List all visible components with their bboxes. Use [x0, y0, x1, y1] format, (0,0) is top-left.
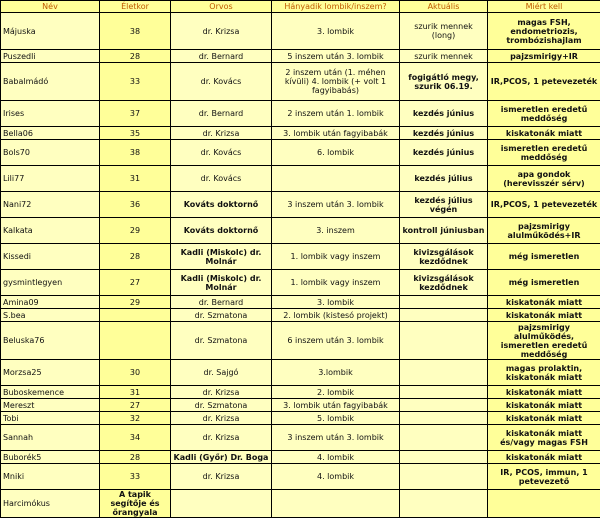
cell-why — [488, 490, 600, 518]
cell-current — [400, 425, 488, 451]
cell-name: Bella06 — [1, 127, 100, 140]
cell-doctor: dr. Szmatona — [171, 399, 272, 412]
cell-age: 29 — [100, 296, 171, 309]
cell-name: Amina09 — [1, 296, 100, 309]
cell-why: kiskatonák miatt — [488, 399, 600, 412]
cell-why: kiskatonák miatt — [488, 127, 600, 140]
cell-current: kezdés június — [400, 127, 488, 140]
cell-name: Harcimókus — [1, 490, 100, 518]
cell-name: Mereszt — [1, 399, 100, 412]
cell-age: 32 — [100, 412, 171, 425]
cell-why: apa gondok (herevisszér sérv) — [488, 166, 600, 192]
header-doctor: Orvos — [171, 1, 272, 13]
cell-why: IR, PCOS, immun, 1 petevezető — [488, 464, 600, 490]
cell-current: kivizsgálások kezdődnek — [400, 270, 488, 296]
cell-doctor: Kováts doktornő — [171, 218, 272, 244]
cell-why: ismeretlen eredetű meddőség — [488, 140, 600, 166]
cell-doctor: Kováts doktornő — [171, 192, 272, 218]
cell-age: 27 — [100, 270, 171, 296]
cell-doctor: Kadli (Miskolc) dr. Molnár — [171, 270, 272, 296]
cell-doctor: dr. Szmatona — [171, 309, 272, 322]
cell-doctor: dr. Krizsa — [171, 386, 272, 399]
cell-current — [400, 296, 488, 309]
cell-age — [100, 309, 171, 322]
cell-round: 3 inszem után 3. lombik — [272, 192, 400, 218]
cell-why: kiskatonák miatt — [488, 386, 600, 399]
cell-why: pajzsmirigy alulműködés+IR — [488, 218, 600, 244]
cell-current — [400, 360, 488, 386]
table-row — [1, 63, 600, 101]
cell-doctor: Kadli (Győr) Dr. Boga — [171, 451, 272, 464]
cell-name: Irises — [1, 101, 100, 127]
cell-doctor: dr. Krizsa — [171, 464, 272, 490]
cell-why: kiskatonák miatt — [488, 296, 600, 309]
cell-name: Mniki — [1, 464, 100, 490]
cell-age: 38 — [100, 140, 171, 166]
cell-doctor: dr. Bernard — [171, 101, 272, 127]
cell-name: Puszedli — [1, 50, 100, 63]
cell-round — [272, 490, 400, 518]
table-row — [1, 386, 600, 399]
cell-age: 28 — [100, 50, 171, 63]
cell-current: kivizsgálások kezdődnek — [400, 244, 488, 270]
cell-name: Buborék5 — [1, 451, 100, 464]
table-row — [1, 218, 600, 244]
header-age: Életkor — [100, 1, 171, 13]
cell-name: Sannah — [1, 425, 100, 451]
cell-why: IR,PCOS, 1 petevezeték — [488, 192, 600, 218]
table-row — [1, 192, 600, 218]
cell-why: pajzsmirigy alulműködés, ismeretlen eredetű meddőség — [488, 322, 600, 360]
cell-doctor: dr. Krizsa — [171, 13, 272, 50]
cell-current: fogigátló megy, szurik 06.19. — [400, 63, 488, 101]
cell-doctor: Kadli (Miskolc) dr. Molnár — [171, 244, 272, 270]
cell-doctor: dr. Kovács — [171, 166, 272, 192]
table-row — [1, 101, 600, 127]
cell-round: 4. lombik — [272, 464, 400, 490]
cell-age — [100, 322, 171, 360]
cell-current — [400, 464, 488, 490]
header-why: Miért kell — [488, 1, 600, 13]
cell-round: 1. lombik vagy inszem — [272, 270, 400, 296]
cell-age: 37 — [100, 101, 171, 127]
header-row — [1, 1, 600, 13]
table-row — [1, 140, 600, 166]
cell-doctor: dr. Krizsa — [171, 412, 272, 425]
table-row — [1, 13, 600, 50]
cell-round: 5 inszem után 3. lombik — [272, 50, 400, 63]
table-row — [1, 425, 600, 451]
cell-why: magas prolaktin, kiskatonák miatt — [488, 360, 600, 386]
cell-round: 3. lombik — [272, 13, 400, 50]
cell-round: 3. lombik — [272, 296, 400, 309]
cell-doctor: dr. Szmatona — [171, 322, 272, 360]
cell-round: 4. lombik — [272, 451, 400, 464]
table-row — [1, 309, 600, 322]
cell-age: 31 — [100, 386, 171, 399]
cell-current — [400, 386, 488, 399]
cell-name: Buboskemence — [1, 386, 100, 399]
cell-why: még ismeretlen — [488, 244, 600, 270]
cell-why: kiskatonák miatt és/vagy magas FSH — [488, 425, 600, 451]
cell-current: szurik mennek (long) — [400, 13, 488, 50]
cell-round: 3. lombik után fagyibabák — [272, 127, 400, 140]
cell-round: 6 inszem után 3. lombik — [272, 322, 400, 360]
cell-current: kezdés június — [400, 140, 488, 166]
cell-name: Babalmádó — [1, 63, 100, 101]
table-row — [1, 270, 600, 296]
cell-current — [400, 399, 488, 412]
cell-why: IR,PCOS, 1 petevezeték — [488, 63, 600, 101]
cell-why: pajzsmirigy+IR — [488, 50, 600, 63]
cell-age: 28 — [100, 451, 171, 464]
cell-age: 30 — [100, 360, 171, 386]
cell-name: Májuska — [1, 13, 100, 50]
cell-doctor: dr. Kovács — [171, 63, 272, 101]
header-name: Név — [1, 1, 100, 13]
cell-why: kiskatonák miatt — [488, 412, 600, 425]
cell-name: Tobi — [1, 412, 100, 425]
cell-age: A tapik segítője és őrangyala — [100, 490, 171, 518]
cell-name: Beluska76 — [1, 322, 100, 360]
cell-name: Morzsa25 — [1, 360, 100, 386]
cell-age: 34 — [100, 425, 171, 451]
cell-doctor: dr. Bernard — [171, 296, 272, 309]
cell-current — [400, 412, 488, 425]
cell-round: 3 inszem után 3. lombik — [272, 425, 400, 451]
cell-name: Lili77 — [1, 166, 100, 192]
cell-current — [400, 322, 488, 360]
cell-why: még ismeretlen — [488, 270, 600, 296]
cell-age: 29 — [100, 218, 171, 244]
cell-current — [400, 490, 488, 518]
table-row — [1, 451, 600, 464]
cell-round: 2. lombik — [272, 386, 400, 399]
table-row — [1, 360, 600, 386]
table-row — [1, 464, 600, 490]
cell-age: 36 — [100, 192, 171, 218]
cell-age: 31 — [100, 166, 171, 192]
cell-round: 3. lombik után fagyibabák — [272, 399, 400, 412]
cell-age: 38 — [100, 13, 171, 50]
cell-round: 2 inszem után 1. lombik — [272, 101, 400, 127]
header-round: Hányadik lombik/inszem? — [272, 1, 400, 13]
cell-name: Nani72 — [1, 192, 100, 218]
cell-doctor: dr. Krizsa — [171, 127, 272, 140]
cell-round: 3. inszem — [272, 218, 400, 244]
table-row — [1, 166, 600, 192]
cell-doctor: dr. Bernard — [171, 50, 272, 63]
cell-why: kiskatonák miatt — [488, 451, 600, 464]
cell-current — [400, 309, 488, 322]
cell-current: kontroll júniusban — [400, 218, 488, 244]
cell-name: S.bea — [1, 309, 100, 322]
cell-current: kezdés június — [400, 101, 488, 127]
cell-age: 27 — [100, 399, 171, 412]
table-row — [1, 490, 600, 518]
cell-round: 6. lombik — [272, 140, 400, 166]
cell-round: 2. lombik (kistesó projekt) — [272, 309, 400, 322]
cell-name: Kalkata — [1, 218, 100, 244]
cell-round — [272, 166, 400, 192]
cell-age: 33 — [100, 464, 171, 490]
cell-name: Kissedi — [1, 244, 100, 270]
cell-round: 5. lombik — [272, 412, 400, 425]
table-row — [1, 412, 600, 425]
cell-round: 1. lombik vagy inszem — [272, 244, 400, 270]
table-row — [1, 127, 600, 140]
cell-name: gysmintlegyen — [1, 270, 100, 296]
cell-why: ismeretlen eredetű meddőség — [488, 101, 600, 127]
cell-doctor — [171, 490, 272, 518]
cell-doctor: dr. Sajgó — [171, 360, 272, 386]
cell-age: 33 — [100, 63, 171, 101]
cell-age: 28 — [100, 244, 171, 270]
cell-doctor: dr. Krizsa — [171, 425, 272, 451]
header-current: Aktuális — [400, 1, 488, 13]
table-row — [1, 296, 600, 309]
cell-round: 2 inszem után (1. méhen kívüli) 4. lombik (+ volt 1 fagyibabás) — [272, 63, 400, 101]
cell-name: Bols70 — [1, 140, 100, 166]
table-row — [1, 244, 600, 270]
cell-round: 3.lombik — [272, 360, 400, 386]
cell-why: kiskatonák miatt — [488, 309, 600, 322]
cell-current: kezdés július — [400, 166, 488, 192]
cell-age: 35 — [100, 127, 171, 140]
table-row — [1, 399, 600, 412]
cell-doctor: dr. Kovács — [171, 140, 272, 166]
cell-current: kezdés július végén — [400, 192, 488, 218]
cell-current: szurik mennek — [400, 50, 488, 63]
table-row — [1, 50, 600, 63]
cell-current — [400, 451, 488, 464]
cell-why: magas FSH, endometriozis, trombózishajlam — [488, 13, 600, 50]
table-row — [1, 322, 600, 360]
